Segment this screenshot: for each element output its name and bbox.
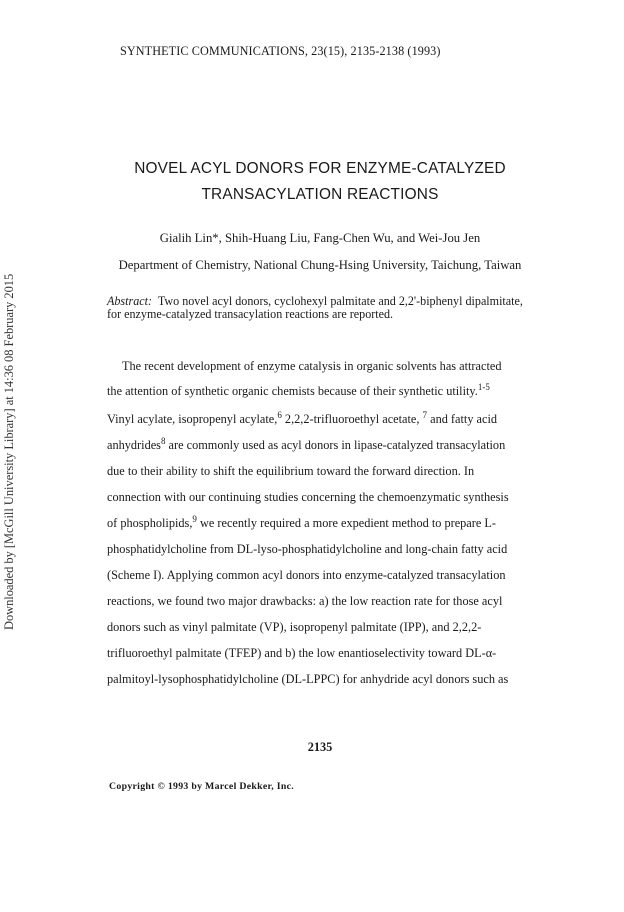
citation: 1-5 (477, 382, 490, 392)
journal-header: SYNTHETIC COMMUNICATIONS, 23(15), 2135-2138 (1993) (120, 44, 441, 58)
body-line: of phospholipids,$^9$ we recently required a more expedient method to prepare L- (107, 514, 496, 530)
affiliation: Department of Chemistry, National Chung-Hsing University, Taichung, Taiwan (118, 258, 522, 272)
citation: 6 (277, 410, 282, 420)
page-number: 2135 (307, 740, 333, 754)
body-line: connection with our continuing studies concerning the chemoenzymatic synthesis (107, 490, 509, 504)
download-watermark: Downloaded by [McGill University Library] at 14:36 08 February 2015 (2, 273, 16, 630)
title-line-2: TRANSACYLATION REACTIONS (201, 186, 439, 203)
body-line: Vinyl acylate, isopropenyl acylate,$^6$ 2,2,2-trifluoroethyl acetate, $^7$ and fatty acid (107, 410, 498, 426)
body-line: trifluoroethyl palmitate (TFEP) and b) the low enantioselectivity toward DL-α- (107, 646, 497, 660)
abstract-text: Two novel acyl donors, cyclohexyl palmitate and 2,2'-biphenyl dipalmitate, for enzyme-catalyzed transacylation reactions are reported. (107, 294, 523, 321)
body-line: due to their ability to shift the equilibrium toward the forward direction. In (107, 464, 475, 478)
body-line: phosphatidylcholine from DL-lyso-phosphatidylcholine and long-chain fatty acid (107, 542, 508, 556)
body-line: palmitoyl-lysophosphatidylcholine (DL-LPPC) for anhydride acyl donors such as (107, 672, 509, 686)
body-line: donors such as vinyl palmitate (VP), isopropenyl palmitate (IPP), and 2,2,2- (107, 620, 482, 634)
citation: 8 (160, 436, 166, 446)
citation: 9 (192, 514, 197, 524)
authors: Gialih Lin*, Shih-Huang Liu, Fang-Chen Wu, and Wei-Jou Jen (159, 231, 481, 245)
abstract (107, 295, 527, 321)
copyright-notice: Copyright © 1993 by Marcel Dekker, Inc. (109, 781, 295, 792)
abstract-label: Abstract: (107, 294, 153, 308)
body-line: The recent development of enzyme catalysis in organic solvents has attracted (122, 359, 502, 373)
body-line: reactions, we found two major drawbacks: a) the low reaction rate for those acyl (107, 594, 503, 608)
citation: 7 (422, 410, 428, 420)
body-line: the attention of synthetic organic chemists because of their synthetic utility.$^{1-5}$ (107, 382, 490, 398)
body-line: anhydrides$^8$ are commonly used as acyl donors in lipase-catalyzed transacylation (107, 436, 506, 452)
title-line-1: NOVEL ACYL DONORS FOR ENZYME-CATALYZED (134, 160, 506, 177)
body-line: (Scheme I). Applying common acyl donors into enzyme-catalyzed transacylation (107, 568, 506, 582)
